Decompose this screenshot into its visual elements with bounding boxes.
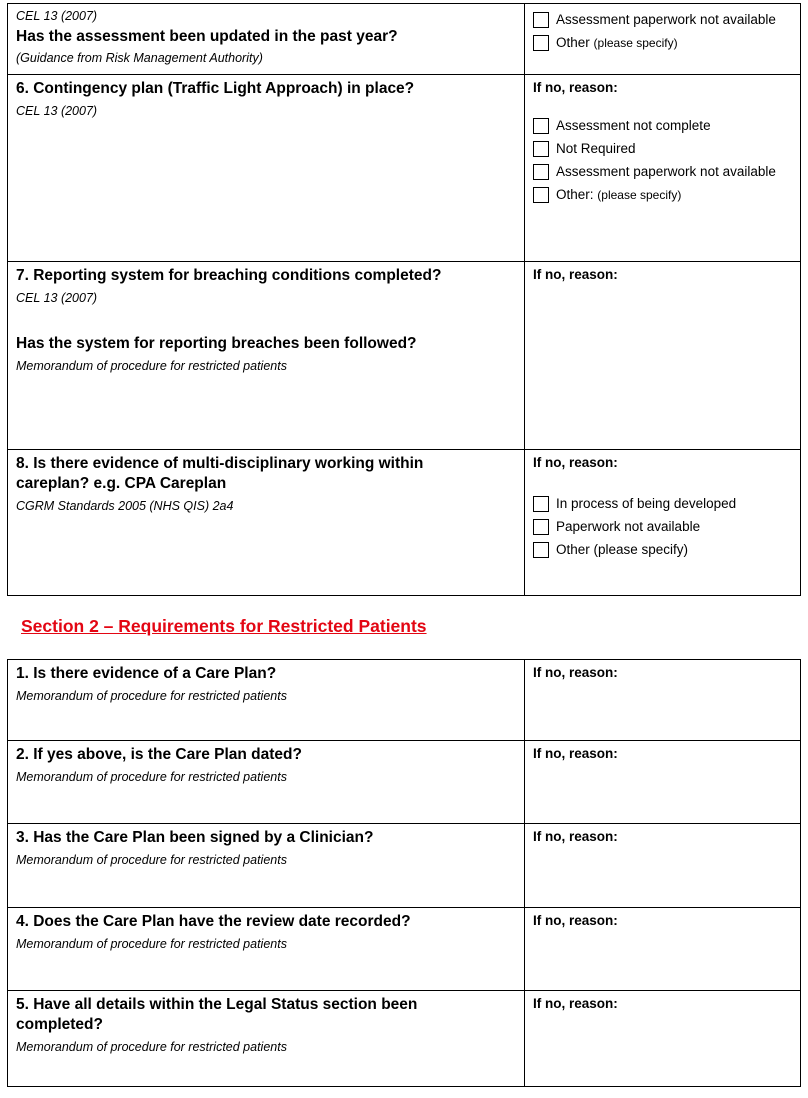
reason-cell [525,660,801,741]
reason-label: If no, reason: [533,455,618,470]
reason-cell [525,991,801,1087]
question-title: 3. Has the Care Plan been signed by a Clinician? [16,829,374,846]
reason-label: If no, reason: [533,829,618,844]
option-label: In process of being developed [556,496,737,511]
question-reference: Memorandum of procedure for restricted patients [16,1040,287,1054]
question-title: 8. Is there evidence of multi-disciplinary working within [16,455,424,472]
option-row[interactable] [533,183,792,206]
checkbox[interactable] [533,12,549,28]
question-reference: Memorandum of procedure for restricted patients [16,770,287,784]
question-title: 5. Have all details within the Legal Status section been [16,996,418,1013]
checkbox[interactable] [533,35,549,51]
option-row[interactable] [533,538,792,561]
question-reference: Memorandum of procedure for restricted patients [16,689,287,703]
table-row [8,262,801,450]
reason-label: If no, reason: [533,746,618,761]
question-title: 7. Reporting system for breaching conditions completed? [16,267,442,284]
question-reference: (Guidance from Risk Management Authority) [16,51,263,65]
question-reference: CEL 13 (2007) [16,9,98,23]
reason-label: If no, reason: [533,996,618,1011]
question-title-continued: completed? [16,1016,103,1033]
question-cell [8,741,525,824]
reason-cell [525,262,801,450]
reason-cell [525,824,801,908]
reason-cell [525,450,801,596]
checkbox[interactable] [533,496,549,512]
section1-table [7,3,801,596]
checkbox[interactable] [533,542,549,558]
question-reference: CGRM Standards 2005 (NHS QIS) 2a4 [16,499,234,513]
question-cell [8,262,525,450]
question-cell [8,75,525,262]
section2-table [7,659,801,1087]
reason-cell [525,75,801,262]
option-label: Assessment paperwork not available [556,12,776,27]
table-row [8,4,801,75]
option-label: Other: [556,187,594,202]
option-label: Not Required [556,141,636,156]
reason-label: If no, reason: [533,665,618,680]
question-reference: Memorandum of procedure for restricted patients [16,853,287,867]
checkbox[interactable] [533,187,549,203]
table-row [8,660,801,741]
reason-label: If no, reason: [533,267,618,282]
option-label: Assessment not complete [556,118,711,133]
reason-label: If no, reason: [533,913,618,928]
question-reference: CEL 13 (2007) [16,291,98,305]
question-cell [8,450,525,596]
question-title: Has the assessment been updated in the past year? [16,28,398,45]
question-cell [8,660,525,741]
question-reference: Memorandum of procedure for restricted patients [16,937,287,951]
reason-cell [525,741,801,824]
table-row [8,991,801,1087]
question-cell [8,908,525,991]
question-reference: CEL 13 (2007) [16,104,98,118]
question-cell [8,991,525,1087]
reason-cell [525,4,801,75]
option-specify-note: (please specify) [593,35,678,50]
option-label: Other (please specify) [556,542,689,557]
option-row[interactable] [533,492,792,515]
option-row[interactable] [533,114,792,137]
table-row [8,450,801,596]
checkbox[interactable] [533,118,549,134]
question-cell [8,824,525,908]
question-cell [8,4,525,75]
option-row[interactable] [533,160,792,183]
question-reference: Memorandum of procedure for restricted patients [16,359,287,373]
question-title: 2. If yes above, is the Care Plan dated? [16,746,302,763]
checkbox[interactable] [533,141,549,157]
question-title: 4. Does the Care Plan have the review date recorded? [16,913,411,930]
reason-label: If no, reason: [533,80,618,95]
option-label: Other [556,35,590,50]
table-row [8,908,801,991]
question-subtitle: Has the system for reporting breaches been followed? [16,335,417,352]
question-title: 6. Contingency plan (Traffic Light Approach) in place? [16,80,415,97]
question-title: 1. Is there evidence of a Care Plan? [16,665,277,682]
option-specify-note: (please specify) [597,187,682,202]
option-row[interactable] [533,8,792,31]
option-row[interactable] [533,137,792,160]
section-heading: Section 2 – Requirements for Restricted Patients [21,616,427,636]
table-row [8,741,801,824]
table-row [8,824,801,908]
reason-cell [525,908,801,991]
option-row[interactable] [533,31,792,54]
table-row [8,75,801,262]
question-title-continued: careplan? e.g. CPA Careplan [16,475,227,492]
option-label: Paperwork not available [556,519,701,534]
checkbox[interactable] [533,164,549,180]
checkbox[interactable] [533,519,549,535]
option-row[interactable] [533,515,792,538]
option-label: Assessment paperwork not available [556,164,776,179]
